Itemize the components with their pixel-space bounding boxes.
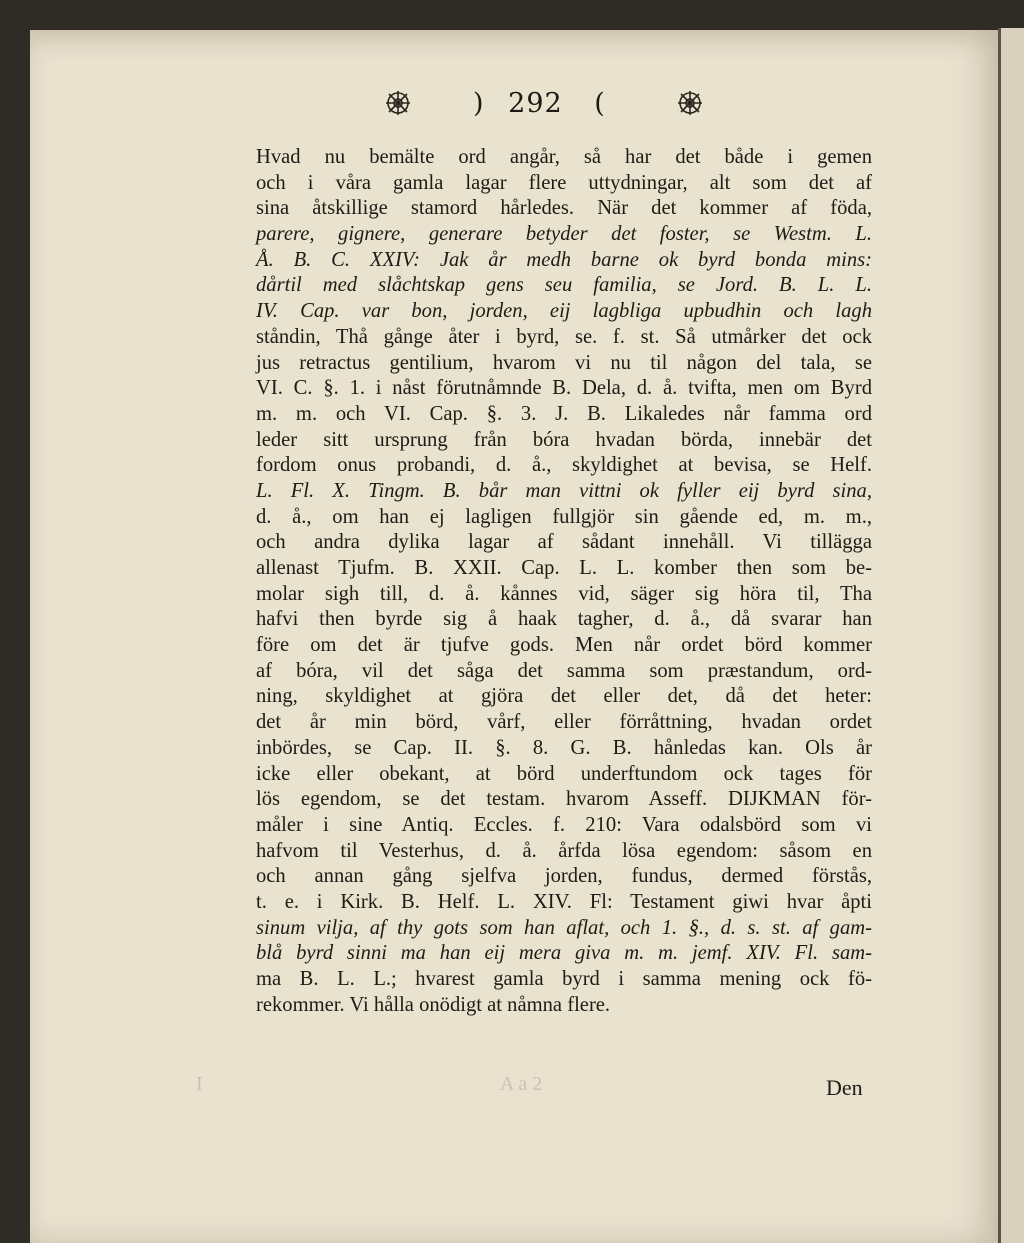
page-number-line bbox=[473, 88, 606, 119]
text-line: ståndin, Thå gånge åter i byrd, se. f. st. Så utmårker det ock bbox=[256, 325, 872, 348]
text-line: parere, gignere, generare betyder det foster, se Westm. L. bbox=[256, 223, 872, 246]
text-line: jus retractus gentilium, hvarom vi nu til någon del tala, se bbox=[256, 351, 872, 374]
text-line: och i våra gamla lagar flere uttydningar, alt som det af bbox=[256, 171, 872, 194]
bleed-through-text: I bbox=[196, 1073, 203, 1095]
text-line: molar sigh till, d. å. kånnes vid, säger sig höra til, Tha bbox=[256, 582, 872, 605]
text-line: sinum vilja, af thy gots som han aflat, och 1. §., d. s. st. af gam- bbox=[256, 916, 872, 939]
page-number: 292 bbox=[508, 88, 563, 119]
facing-page-edge bbox=[998, 28, 1024, 1243]
text-line: VI. C. §. 1. i nåst förutnåmnde B. Dela, d. å. tvifta, men om Byrd bbox=[256, 377, 872, 400]
text-line: dårtil med slåchtskap gens seu familia, se Jord. B. L. L. bbox=[256, 274, 872, 297]
flower-ornament-icon bbox=[677, 90, 703, 116]
text-line: Hvad nu bemälte ord angår, så har det både i gemen bbox=[256, 146, 872, 168]
text-line: sina åtskillige stamord hårledes. När det kommer af föda, bbox=[256, 197, 872, 220]
text-line: ning, skyldighet at gjöra det eller det, då det heter: bbox=[256, 685, 872, 708]
text-line: IV. Cap. var bon, jorden, eij lagbliga upbudhin och lagh bbox=[256, 300, 872, 323]
flower-ornament-icon bbox=[385, 90, 411, 116]
text-line: L. Fl. X. Tingm. B. bår man vittni ok fyller eij byrd sina, bbox=[256, 479, 872, 502]
text-line: måler i sine Antiq. Eccles. f. 210: Vara odalsbörd som vi bbox=[256, 813, 872, 836]
text-line: inbördes, se Cap. II. §. 8. G. B. hånledas kan. Ols år bbox=[256, 736, 872, 759]
text-line: lös egendom, se det testam. hvarom Asseff. DIJKMAN för- bbox=[256, 788, 872, 811]
text-line: det år min börd, vårf, eller förråttning, hvadan ordet bbox=[256, 711, 872, 734]
running-header bbox=[385, 88, 715, 128]
text-line: allenast Tjufm. B. XXII. Cap. L. L. komber then som be- bbox=[256, 557, 872, 579]
text-line: d. å., om han ej lagligen fullgjör sin gående ed, m. m., bbox=[256, 505, 872, 528]
text-line: före om det är tjufve gods. Men når ordet börd kommer bbox=[256, 634, 872, 657]
text-line: och annan gång sjelfva jorden, fundus, dermed förstås, bbox=[256, 865, 872, 888]
text-line: af bóra, vil det såga det samma som præstandum, ord- bbox=[256, 659, 872, 682]
text-line: icke eller obekant, at börd underftundom ock tages för bbox=[256, 762, 872, 785]
text-line: blå byrd sinni ma han eij mera giva m. m. jemf. XIV. Fl. sam- bbox=[256, 942, 872, 965]
text-line: t. e. i Kirk. B. Helf. L. XIV. Fl: Testament giwi hvar åpti bbox=[256, 890, 872, 913]
text-line: hafvi then byrde sig å haak tagher, d. å., då svarar han bbox=[256, 608, 872, 631]
text-line: m. m. och VI. Cap. §. 3. J. B. Likaledes når famma ord bbox=[256, 402, 872, 425]
bleed-through-text: A a 2 bbox=[500, 1073, 543, 1095]
text-line: rekommer. Vi hålla onödigt at nåmna flere. bbox=[256, 993, 611, 1016]
text-line: fordom onus probandi, d. å., skyldighet at bevisa, se Helf. bbox=[256, 454, 872, 477]
text-line: hafvom til Vesterhus, d. å. årfda lösa egendom: såsom en bbox=[256, 839, 872, 862]
left-bracket: ) bbox=[473, 88, 485, 119]
text-line: och andra dylika lagar af sådant innehåll. Vi tillägga bbox=[256, 531, 872, 554]
catchword: Den bbox=[826, 1075, 863, 1100]
text-line: Å. B. C. XXIV: Jak år medh barne ok byrd bonda mins: bbox=[256, 248, 872, 271]
right-bracket: ( bbox=[594, 88, 606, 119]
text-line: leder sitt ursprung från bóra hvadan börda, innebär det bbox=[256, 428, 872, 451]
text-line: ma B. L. L.; hvarest gamla byrd i samma mening ock fö- bbox=[256, 968, 872, 990]
body-text bbox=[256, 145, 872, 1018]
